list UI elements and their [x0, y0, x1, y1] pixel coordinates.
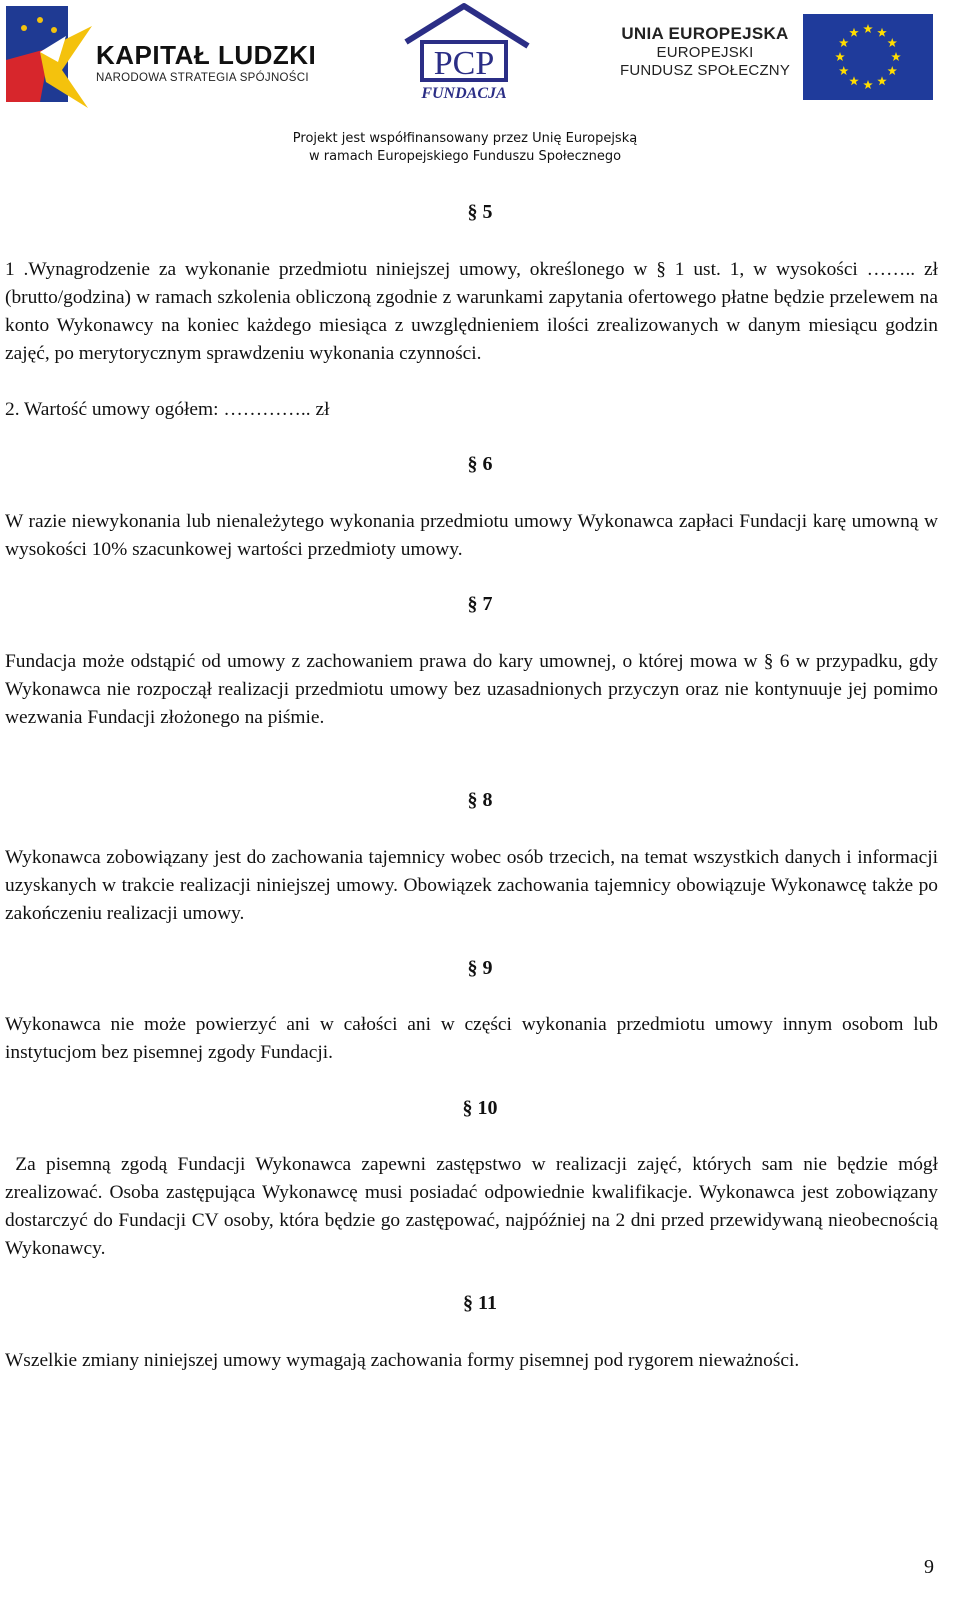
kapital-ludzki-title: KAPITAŁ LUDZKI — [96, 40, 317, 70]
paragraph-5-2: 2. Wartość umowy ogółem: ………….. zł — [5, 399, 330, 420]
eu-flag-icon — [803, 14, 933, 100]
paragraph-8: Wykonawca zobowiązany jest do zachowania tajemnicy wobec osób trzecich, na temat wszystkich danych i informacji uzyskanych w trakcie realizacji niniejszej umowy. Obowiązek zachowania tajemnicy obowiązuje Wykonawcę także po zakończeniu realizacji umowy. — [5, 847, 938, 924]
paragraph-9: Wykonawca nie może powierzyć ani w całości ani w części wykonania przedmiotu umowy innym osobom lub instytucjom bez pisemnej zgody Fundacji. — [5, 1014, 938, 1063]
kapital-ludzki-logo — [0, 0, 340, 110]
page-header — [0, 0, 960, 175]
eu-logo-line3: FUNDUSZ SPOŁECZNY — [619, 62, 791, 79]
cofunding-line1: Projekt jest współfinansowany przez Unię Europejską — [292, 131, 638, 146]
pcp-logo-sub-text: FUNDACJA — [421, 85, 507, 102]
section-heading-9: § 9 — [467, 957, 493, 979]
section-heading-7: § 7 — [467, 593, 493, 615]
section-heading-10: § 10 — [462, 1097, 498, 1119]
pcp-logo-main-text: PCP — [433, 45, 495, 82]
page-number: 9 — [924, 1556, 934, 1578]
section-heading-8: § 8 — [467, 789, 493, 811]
section-heading-6: § 6 — [467, 453, 493, 475]
eu-fund-logo-text — [610, 24, 800, 80]
kapital-ludzki-subtitle: NARODOWA STRATEGIA SPÓJNOŚCI — [96, 72, 309, 84]
section-heading-11: § 11 — [463, 1292, 497, 1314]
paragraph-10: Za pisemną zgodą Fundacji Wykonawca zapewni zastępstwo w realizacji zajęć, których sam nie będzie mógł zrealizować. Osoba zastępująca Wykonawcę musi posiadać odpowiednie kwalifikacje. Wykonawca jest zobowiązany dostarczyć do Fundacji CV osoby, która będzie go zastępować, najpóźniej na 2 dni przed przewidywaną nieobecnością Wykonawcy. — [5, 1154, 943, 1259]
pcp-house-icon — [400, 2, 540, 102]
paragraph-5-1: 1 .Wynagrodzenie za wykonanie przedmiotu niniejszej umowy, określonego w § 1 ust. 1, w wysokości …….. zł (brutto/godzina) w ramach szkolenia obliczoną zgodnie z warunkami zapytania ofertowego płatne będzie przelewem na konto Wykonawcy na koniec każdego miesiąca z uwzględnieniem ilości zrealizowanych w danym miesiącu godzin zajęć, po merytorycznym sprawdzeniu wykonania czynności. — [5, 259, 938, 364]
eu-logo-line1: UNIA EUROPEJSKA — [621, 24, 789, 43]
kapital-ludzki-emblem-icon — [0, 0, 92, 108]
paragraph-11: Wszelkie zmiany niniejszej umowy wymagają zachowania formy pisemnej pod rygorem nieważności. — [5, 1350, 800, 1371]
pcp-foundation-logo — [400, 2, 540, 102]
eu-logo-line2: EUROPEJSKI — [656, 44, 754, 61]
cofunding-note — [0, 130, 930, 166]
cofunding-line2: w ramach Europejskiego Funduszu Społecznego — [308, 149, 622, 164]
paragraph-6: W razie niewykonania lub nienależytego wykonania przedmiotu umowy Wykonawca zapłaci Fundacji karę umowną w wysokości 10% szacunkowej wartości przedmioty umowy. — [5, 511, 938, 560]
paragraph-7: Fundacja może odstąpić od umowy z zachowaniem prawa do kary umownej, o której mowa w § 6 w przypadku, gdy Wykonawca nie rozpoczął realizacji przedmiotu umowy bez uzasadnionych przyczyn oraz nie kontynuuje jej pomimo wezwania Fundacji złożonego na piśmie. — [5, 651, 938, 728]
section-heading-5: § 5 — [467, 201, 493, 223]
